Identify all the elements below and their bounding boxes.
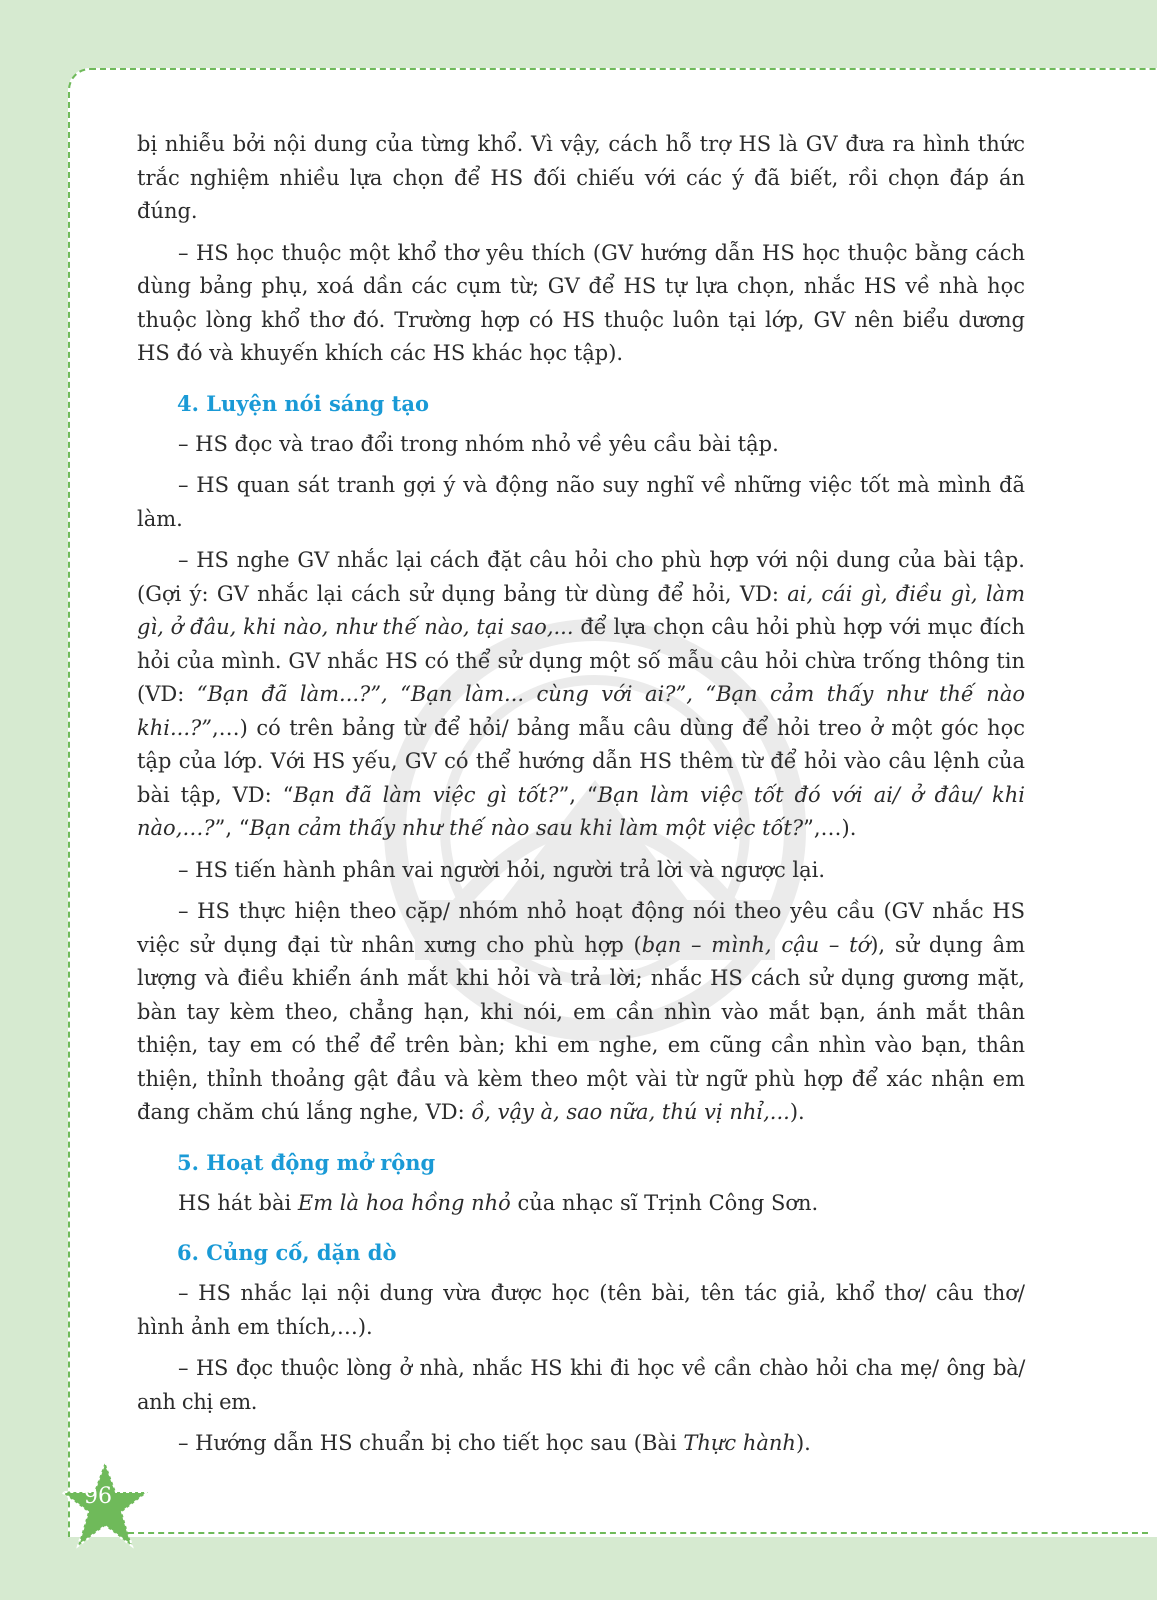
list-item: – HS đọc và trao đổi trong nhóm nhỏ về yêu cầu bài tập.: [178, 431, 779, 456]
paragraph: bị nhiễu bởi nội dung của từng khổ. Vì vậy, cách hỗ trợ HS là GV đưa ra hình thức trắc nghiệm nhiều lựa chọn để HS đối chiếu với các ý đã biết, rồi chọn đáp án đúng.: [137, 132, 1025, 223]
page-number: 96: [84, 1484, 112, 1509]
list-item: – HS nghe GV nhắc lại cách đặt câu hỏi cho phù hợp với nội dung của bài tập. (Gợi ý: GV nhắc lại cách sử dụng bảng từ dùng để hỏi, VD: ai, cái gì, điều gì, làm gì, ở đâu, khi nào, như thế nào, tại sao,... để lựa chọn câu hỏi phù hợp với mục đích hỏi của mình. GV nhắc HS có thể sử dụng một số mẫu câu hỏi chừa trống thông tin (VD: “Bạn đã làm...?”, “Bạn làm... cùng với ai?”, “Bạn cảm thấy như thế nào khi...?”,…) có trên bảng từ để hỏi/ bảng mẫu câu dùng để hỏi treo ở một góc học tập của lớp. Với HS yếu, GV có thể hướng dẫn HS thêm từ để hỏi vào câu lệnh của bài tập, VD: “Bạn đã làm việc gì tốt?”, “Bạn làm việc tốt đó với ai/ ở đâu/ khi nào,…?”, “Bạn cảm thấy như thế nào sau khi làm một việc tốt?”,…).: [137, 548, 1026, 840]
list-item: – HS thực hiện theo cặp/ nhóm nhỏ hoạt động nói theo yêu cầu (GV nhắc HS việc sử dụng đại từ nhân xưng cho phù hợp (bạn – mình, cậu – tớ), sử dụng âm lượng và điều khiển ánh mắt khi hỏi và trả lời; nhắc HS cách sử dụng gương mặt, bàn tay kèm theo, chẳng hạn, khi nói, em cần nhìn vào mắt bạn, ánh mắt thân thiện, tay em có thể để trên bàn; khi em nghe, em cũng cần nhìn vào bạn, thân thiện, thỉnh thoảng gật đầu và kèm theo một vài từ ngữ phù hợp để xác nhận em đang chăm chú lắng nghe, VD: ồ, vậy à, sao nữa, thú vị nhỉ,...).: [137, 899, 1026, 1124]
paragraph: – HS học thuộc một khổ thơ yêu thích (GV hướng dẫn HS học thuộc bằng cách dùng bảng phụ, xoá dần các cụm từ; GV để HS tự lựa chọn, nhắc HS về nhà học thuộc lòng khổ thơ đó. Trường hợp có HS thuộc luôn tại lớp, GV nên biểu dương HS đó và khuyến khích các HS khác học tập).: [137, 240, 1025, 365]
section-heading-5: 5. Hoạt động mở rộng: [177, 1149, 436, 1175]
document-body: [137, 128, 1025, 1469]
list-item: – Hướng dẫn HS chuẩn bị cho tiết học sau (Bài Thực hành).: [178, 1431, 811, 1455]
section-heading-6: 6. Củng cố, dặn dò: [177, 1240, 397, 1265]
bottom-dashed-rule: [118, 1532, 1148, 1534]
list-item: – HS tiến hành phân vai người hỏi, người trả lời và ngược lại.: [178, 857, 826, 882]
section-heading-4: 4. Luyện nói sáng tạo: [177, 390, 429, 416]
paragraph: HS hát bài Em là hoa hồng nhỏ của nhạc sĩ Trịnh Công Sơn.: [178, 1190, 819, 1215]
list-item: – HS đọc thuộc lòng ở nhà, nhắc HS khi đi học về cần chào hỏi cha mẹ/ ông bà/ anh chị em.: [137, 1356, 1025, 1414]
list-item: – HS quan sát tranh gợi ý và động não suy nghĩ về những việc tốt mà mình đã làm.: [137, 473, 1025, 531]
list-item: – HS nhắc lại nội dung vừa được học (tên bài, tên tác giả, khổ thơ/ câu thơ/ hình ảnh em thích,…).: [137, 1281, 1025, 1339]
